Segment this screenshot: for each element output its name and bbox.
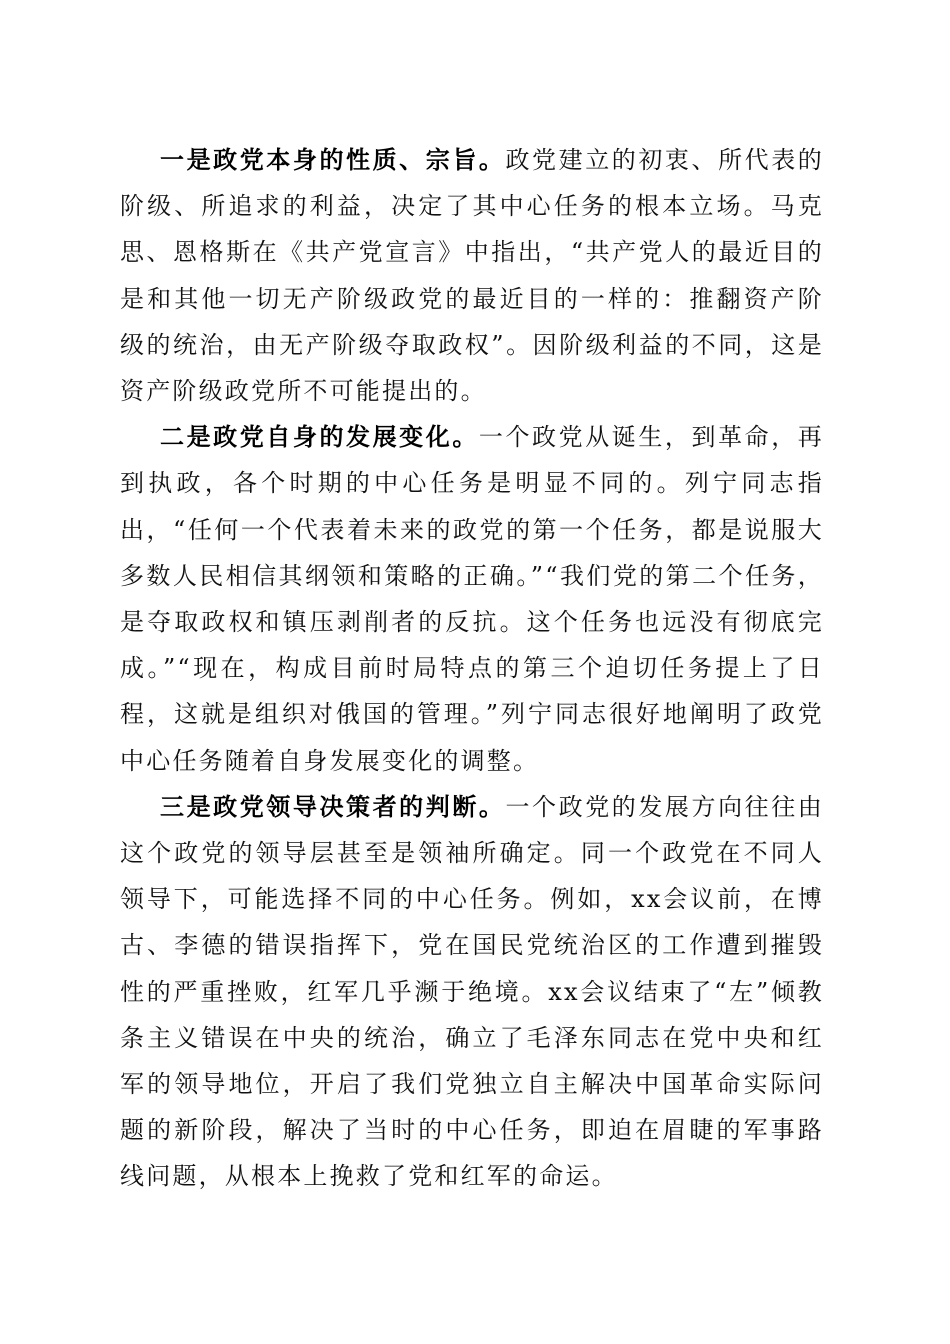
paragraph-2-body: 一个政党从诞生，到革命，再到执政，各个时期的中心任务是明显不同的。列宁同志指出，“任何一个代表着未来的政党的第一个任务，都是说服大多数人民相信其纲领和策略的正确。”“我们党的第二个任务，是夺取政权和镇压剥削者的反抗。这个任务也远没有彻底完成。”“现在，构成目前时局特点的第三个迫切任务提上了日程，这就是组织对俄国的管理。”列宁同志很好地阐明了政党中心任务随着自身发展变化的调整。 (120, 423, 824, 775)
paragraph-3-body: 一个政党的发展方向往往由这个政党的领导层甚至是领袖所确定。同一个政党在不同人领导下，可能选择不同的中心任务。例如，xx会议前，在博古、李德的错误指挥下，党在国民党统治区的工作遭到摧毁性的严重挫败，红军几乎濒于绝境。xx会议结束了“左”倾教条主义错误在中央的统治，确立了毛泽东同志在党中央和红军的领导地位，开启了我们党独立自主解决中国革命实际问题的新阶段，解决了当时的中心任务，即迫在眉睫的军事路线问题，从根本上挽救了党和红军的命运。 (120, 792, 824, 1191)
paragraph-3 (120, 784, 824, 1200)
paragraph-1 (120, 137, 824, 414)
document-body (120, 137, 824, 1200)
paragraph-1-lead: 一是政党本身的性质、宗旨。 (160, 145, 506, 174)
paragraph-1-body: 政党建立的初衷、所代表的阶级、所追求的利益，决定了其中心任务的根本立场。马克思、恩格斯在《共产党宣言》中指出，“共产党人的最近目的是和其他一切无产阶级政党的最近目的一样的：推翻资产阶级的统治，由无产阶级夺取政权”。因阶级利益的不同，这是资产阶级政党所不可能提出的。 (120, 146, 824, 406)
paragraph-2 (120, 414, 824, 784)
paragraph-2-lead: 二是政党自身的发展变化。 (160, 422, 479, 452)
paragraph-3-lead: 三是政党领导决策者的判断。 (160, 791, 506, 821)
